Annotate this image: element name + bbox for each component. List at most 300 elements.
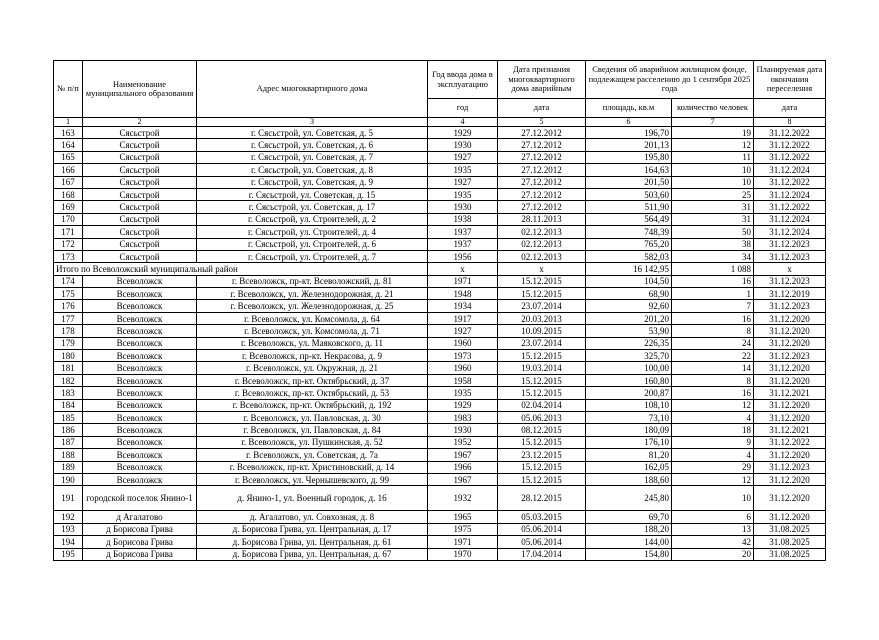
cell-people: 14 xyxy=(672,362,754,374)
cell-planned-date: 31.12.2022 xyxy=(754,201,826,213)
cell-planned-date: 31.12.2024 xyxy=(754,188,826,200)
cell-area: 748,39 xyxy=(586,226,672,238)
cell-date: 15.12.2015 xyxy=(498,288,586,300)
cell-address: г. Сясьстрой, ул. Строителей, д. 4 xyxy=(197,226,428,238)
cell-area: 164,63 xyxy=(586,164,672,176)
table-row xyxy=(54,312,826,324)
cell-num: 189 xyxy=(54,461,83,473)
cell-date: 08.12.2015 xyxy=(498,424,586,436)
subheader-date: дата xyxy=(498,99,586,118)
cell-address: д. Борисова Грива, ул. Центральная, д. 61 xyxy=(197,536,428,548)
cell-num: 175 xyxy=(54,288,83,300)
cell-people: 12 xyxy=(672,139,754,151)
cell-year: 1935 xyxy=(428,164,498,176)
cell-address: г. Всеволожск, пр-кт. Октябрьский, д. 192 xyxy=(197,399,428,411)
cell-people: 50 xyxy=(672,226,754,238)
cell-planned-date: 31.12.2023 xyxy=(754,461,826,473)
cell-people: 6 xyxy=(672,511,754,523)
cell-year: 1975 xyxy=(428,523,498,535)
cell-num: 177 xyxy=(54,312,83,324)
cell-municipality: Всеволожск xyxy=(83,436,197,448)
table-row xyxy=(54,337,826,349)
cell-municipality: Сясьстрой xyxy=(83,127,197,139)
cell-area: 226,35 xyxy=(586,337,672,349)
cell-year: 1965 xyxy=(428,511,498,523)
cell-people: 16 xyxy=(672,387,754,399)
cell-address: г. Сясьстрой, ул. Советская, д. 6 xyxy=(197,139,428,151)
cell-area: 100,00 xyxy=(586,362,672,374)
cell-area: 73,10 xyxy=(586,411,672,423)
cell-municipality: Всеволожск xyxy=(83,374,197,386)
cell-year: 1917 xyxy=(428,312,498,324)
cell-area: 160,80 xyxy=(586,374,672,386)
cell-address: г. Всеволожск, ул. Окружная, д. 21 xyxy=(197,362,428,374)
cell-planned-date: 31.12.2020 xyxy=(754,511,826,523)
cell-date: 15.12.2015 xyxy=(498,350,586,362)
cell-municipality: Всеволожск xyxy=(83,325,197,337)
cell-municipality: Сясьстрой xyxy=(83,250,197,262)
cell-municipality: Всеволожск xyxy=(83,449,197,461)
table-row xyxy=(54,164,826,176)
cell-year: 1930 xyxy=(428,201,498,213)
table-row xyxy=(54,201,826,213)
cell-people: 31 xyxy=(672,201,754,213)
cell-area: 81,20 xyxy=(586,449,672,461)
cell-people: 22 xyxy=(672,350,754,362)
cell-address: г. Сясьстрой, ул. Советская, д. 9 xyxy=(197,176,428,188)
cell-area: 180,09 xyxy=(586,424,672,436)
cell-address: г. Сясьстрой, ул. Строителей, д. 7 xyxy=(197,250,428,262)
cell-people: 20 xyxy=(672,548,754,560)
table-row xyxy=(54,399,826,411)
table-row xyxy=(54,238,826,250)
cell-planned-date: 31.12.2020 xyxy=(754,473,826,485)
cell-area: 92,60 xyxy=(586,300,672,312)
table-row xyxy=(54,213,826,225)
cell-year: 1929 xyxy=(428,399,498,411)
subheader-year: год xyxy=(428,99,498,118)
cell-num: 172 xyxy=(54,238,83,250)
cell-area: 162,05 xyxy=(586,461,672,473)
cell-planned-date: 31.12.2023 xyxy=(754,350,826,362)
cell-year: 1938 xyxy=(428,213,498,225)
cell-date: 15.12.2015 xyxy=(498,436,586,448)
cell-people: 19 xyxy=(672,127,754,139)
cell-area: 325,70 xyxy=(586,350,672,362)
cell-planned-date: 31.08.2025 xyxy=(754,548,826,560)
cell-address: г. Всеволожск, ул. Павловская, д. 84 xyxy=(197,424,428,436)
cell-address: г. Всеволожск, пр-кт. Октябрьский, д. 37 xyxy=(197,374,428,386)
summary-people: 1 088 xyxy=(672,263,754,275)
cell-address: г. Всеволожск, ул. Советская, д. 7а xyxy=(197,449,428,461)
header-municipality: Наименование муниципального образования xyxy=(83,61,197,118)
summary-row xyxy=(54,263,826,275)
cell-date: 10.09.2015 xyxy=(498,325,586,337)
cell-municipality: Всеволожск xyxy=(83,411,197,423)
cell-municipality: Всеволожск xyxy=(83,399,197,411)
cell-people: 7 xyxy=(672,300,754,312)
cell-area: 69,70 xyxy=(586,511,672,523)
cell-year: 1956 xyxy=(428,250,498,262)
cell-people: 4 xyxy=(672,449,754,461)
cell-num: 191 xyxy=(54,486,83,511)
cell-year: 1967 xyxy=(428,449,498,461)
cell-address: г. Сясьстрой, ул. Советская, д. 5 xyxy=(197,127,428,139)
cell-municipality: Сясьстрой xyxy=(83,164,197,176)
column-index: 7 xyxy=(672,118,754,127)
cell-people: 25 xyxy=(672,188,754,200)
cell-area: 201,20 xyxy=(586,312,672,324)
cell-address: г. Всеволожск, пр-кт. Христиновский, д. 14 xyxy=(197,461,428,473)
cell-municipality: Сясьстрой xyxy=(83,139,197,151)
cell-people: 12 xyxy=(672,399,754,411)
cell-date: 02.12.2013 xyxy=(498,226,586,238)
cell-area: 765,20 xyxy=(586,238,672,250)
cell-people: 42 xyxy=(672,536,754,548)
cell-planned-date: 31.12.2020 xyxy=(754,325,826,337)
cell-num: 190 xyxy=(54,473,83,485)
table-row xyxy=(54,127,826,139)
cell-municipality: Всеволожск xyxy=(83,288,197,300)
cell-date: 02.04.2014 xyxy=(498,399,586,411)
cell-date: 15.12.2015 xyxy=(498,461,586,473)
table-row xyxy=(54,250,826,262)
cell-date: 28.11.2013 xyxy=(498,213,586,225)
cell-date: 15.12.2015 xyxy=(498,275,586,287)
table-row xyxy=(54,374,826,386)
cell-people: 10 xyxy=(672,164,754,176)
cell-year: 1960 xyxy=(428,362,498,374)
column-index-row xyxy=(54,118,826,127)
cell-num: 193 xyxy=(54,523,83,535)
cell-planned-date: 31.12.2023 xyxy=(754,238,826,250)
cell-date: 20.03.2013 xyxy=(498,312,586,324)
table-row xyxy=(54,139,826,151)
table-row xyxy=(54,151,826,163)
cell-municipality: Всеволожск xyxy=(83,300,197,312)
cell-area: 245,80 xyxy=(586,486,672,511)
cell-year: 1929 xyxy=(428,127,498,139)
cell-municipality: д Борисова Грива xyxy=(83,548,197,560)
cell-num: 165 xyxy=(54,151,83,163)
table-row xyxy=(54,411,826,423)
summary-date: x xyxy=(498,263,586,275)
cell-area: 188,20 xyxy=(586,523,672,535)
cell-year: 1970 xyxy=(428,548,498,560)
subheader-people: количество человек xyxy=(672,99,754,118)
cell-area: 196,70 xyxy=(586,127,672,139)
cell-people: 13 xyxy=(672,523,754,535)
cell-year: 1935 xyxy=(428,188,498,200)
cell-num: 194 xyxy=(54,536,83,548)
cell-address: г. Всеволожск, ул. Маяковского, д. 11 xyxy=(197,337,428,349)
cell-num: 170 xyxy=(54,213,83,225)
cell-municipality: д Борисова Грива xyxy=(83,536,197,548)
cell-municipality: Сясьстрой xyxy=(83,213,197,225)
column-index: 3 xyxy=(197,118,428,127)
cell-num: 181 xyxy=(54,362,83,374)
cell-address: г. Всеволожск, ул. Чернышевского, д. 99 xyxy=(197,473,428,485)
table-row xyxy=(54,325,826,337)
cell-num: 178 xyxy=(54,325,83,337)
subheader-area: площадь, кв.м xyxy=(586,99,672,118)
cell-area: 200,87 xyxy=(586,387,672,399)
cell-year: 1966 xyxy=(428,461,498,473)
cell-num: 168 xyxy=(54,188,83,200)
table-row xyxy=(54,461,826,473)
cell-num: 173 xyxy=(54,250,83,262)
cell-year: 1952 xyxy=(428,436,498,448)
cell-people: 31 xyxy=(672,213,754,225)
table-row xyxy=(54,188,826,200)
summary-area: 16 142,95 xyxy=(586,263,672,275)
cell-num: 180 xyxy=(54,350,83,362)
cell-municipality: Всеволожск xyxy=(83,362,197,374)
cell-year: 1937 xyxy=(428,226,498,238)
column-index: 5 xyxy=(498,118,586,127)
cell-planned-date: 31.12.2023 xyxy=(754,275,826,287)
cell-people: 10 xyxy=(672,176,754,188)
cell-num: 183 xyxy=(54,387,83,399)
cell-planned-date: 31.12.2022 xyxy=(754,151,826,163)
cell-planned-date: 31.12.2022 xyxy=(754,436,826,448)
cell-area: 195,80 xyxy=(586,151,672,163)
cell-area: 53,90 xyxy=(586,325,672,337)
cell-date: 05.03.2015 xyxy=(498,511,586,523)
cell-date: 02.12.2013 xyxy=(498,238,586,250)
cell-address: г. Сясьстрой, ул. Советская, д. 17 xyxy=(197,201,428,213)
header-planned-end: Планируемая дата окончания переселения xyxy=(754,61,826,99)
cell-date: 02.12.2013 xyxy=(498,250,586,262)
cell-planned-date: 31.12.2021 xyxy=(754,387,826,399)
table-row xyxy=(54,486,826,511)
cell-municipality: городской поселок Янино-1 xyxy=(83,486,197,511)
cell-area: 503,60 xyxy=(586,188,672,200)
cell-municipality: Всеволожск xyxy=(83,350,197,362)
cell-date: 15.12.2015 xyxy=(498,473,586,485)
cell-planned-date: 31.08.2025 xyxy=(754,536,826,548)
cell-date: 15.12.2015 xyxy=(498,387,586,399)
table-row xyxy=(54,449,826,461)
cell-people: 8 xyxy=(672,374,754,386)
cell-num: 192 xyxy=(54,511,83,523)
cell-date: 05.06.2014 xyxy=(498,536,586,548)
cell-municipality: Сясьстрой xyxy=(83,226,197,238)
cell-planned-date: 31.08.2025 xyxy=(754,523,826,535)
cell-municipality: Всеволожск xyxy=(83,387,197,399)
cell-area: 511,90 xyxy=(586,201,672,213)
cell-municipality: Сясьстрой xyxy=(83,188,197,200)
cell-municipality: Всеволожск xyxy=(83,473,197,485)
column-index: 8 xyxy=(754,118,826,127)
cell-municipality: д Агалатово xyxy=(83,511,197,523)
cell-planned-date: 31.12.2020 xyxy=(754,399,826,411)
cell-planned-date: 31.12.2019 xyxy=(754,288,826,300)
cell-address: г. Сясьстрой, ул. Советская, д. 15 xyxy=(197,188,428,200)
cell-num: 164 xyxy=(54,139,83,151)
cell-planned-date: 31.12.2024 xyxy=(754,164,826,176)
cell-address: г. Сясьстрой, ул. Советская, д. 7 xyxy=(197,151,428,163)
cell-date: 05.06.2014 xyxy=(498,523,586,535)
cell-municipality: Сясьстрой xyxy=(83,201,197,213)
cell-address: г. Всеволожск, пр-кт. Всеволожский, д. 81 xyxy=(197,275,428,287)
cell-planned-date: 31.12.2020 xyxy=(754,312,826,324)
cell-year: 1971 xyxy=(428,536,498,548)
header-year-commissioned: Год ввода дома в эксплуатацию xyxy=(428,61,498,99)
cell-address: г. Всеволожск, ул. Железнодорожная, д. 25 xyxy=(197,300,428,312)
cell-year: 1930 xyxy=(428,139,498,151)
table-row xyxy=(54,511,826,523)
cell-year: 1937 xyxy=(428,238,498,250)
cell-people: 10 xyxy=(672,486,754,511)
cell-planned-date: 31.12.2020 xyxy=(754,486,826,511)
cell-num: 184 xyxy=(54,399,83,411)
cell-address: д. Борисова Грива, ул. Центральная, д. 67 xyxy=(197,548,428,560)
cell-people: 18 xyxy=(672,424,754,436)
cell-people: 38 xyxy=(672,238,754,250)
table-row xyxy=(54,548,826,560)
cell-year: 1935 xyxy=(428,387,498,399)
table-row xyxy=(54,300,826,312)
subheader-planned-date: дата xyxy=(754,99,826,118)
cell-area: 68,90 xyxy=(586,288,672,300)
cell-address: г. Всеволожск, ул. Комсомола, д. 71 xyxy=(197,325,428,337)
cell-date: 15.12.2015 xyxy=(498,374,586,386)
cell-date: 27.12.2012 xyxy=(498,127,586,139)
cell-num: 166 xyxy=(54,164,83,176)
cell-municipality: Всеволожск xyxy=(83,275,197,287)
cell-date: 23.07.2014 xyxy=(498,300,586,312)
cell-address: г. Всеволожск, пр-кт. Некрасова, д. 9 xyxy=(197,350,428,362)
cell-num: 163 xyxy=(54,127,83,139)
cell-municipality: Всеволожск xyxy=(83,424,197,436)
cell-area: 188,60 xyxy=(586,473,672,485)
header-address: Адрес многоквартирного дома xyxy=(197,61,428,118)
cell-year: 1971 xyxy=(428,275,498,287)
cell-date: 27.12.2012 xyxy=(498,164,586,176)
cell-planned-date: 31.12.2023 xyxy=(754,300,826,312)
table-row xyxy=(54,362,826,374)
cell-year: 1930 xyxy=(428,424,498,436)
cell-municipality: Сясьстрой xyxy=(83,151,197,163)
summary-section xyxy=(54,263,826,275)
header-emergency-info: Сведения об аварийном жилищном фонде, подлежащем расселению до 1 сентября 2025 года xyxy=(586,61,754,99)
cell-num: 185 xyxy=(54,411,83,423)
cell-planned-date: 31.12.2020 xyxy=(754,411,826,423)
cell-num: 171 xyxy=(54,226,83,238)
cell-address: г. Всеволожск, ул. Пушкинская, д. 52 xyxy=(197,436,428,448)
table-body-after-summary xyxy=(54,275,826,560)
cell-date: 27.12.2012 xyxy=(498,139,586,151)
cell-people: 12 xyxy=(672,473,754,485)
cell-date: 23.07.2014 xyxy=(498,337,586,349)
cell-num: 176 xyxy=(54,300,83,312)
summary-planned: x xyxy=(754,263,826,275)
cell-num: 182 xyxy=(54,374,83,386)
cell-num: 187 xyxy=(54,436,83,448)
cell-date: 17.04.2014 xyxy=(498,548,586,560)
cell-municipality: Всеволожск xyxy=(83,337,197,349)
cell-date: 27.12.2012 xyxy=(498,201,586,213)
table-row xyxy=(54,473,826,485)
cell-num: 195 xyxy=(54,548,83,560)
cell-planned-date: 31.12.2022 xyxy=(754,127,826,139)
cell-area: 201,50 xyxy=(586,176,672,188)
cell-date: 28.12.2015 xyxy=(498,486,586,511)
cell-planned-date: 31.12.2020 xyxy=(754,449,826,461)
cell-people: 1 xyxy=(672,288,754,300)
cell-year: 1927 xyxy=(428,151,498,163)
table-row xyxy=(54,523,826,535)
summary-label: Итого по Всеволожский муниципальный район xyxy=(54,263,428,275)
header-date-recognized: Дата признания многоквартирного дома аварийным xyxy=(498,61,586,99)
column-index: 1 xyxy=(54,118,83,127)
cell-date: 19.03.2014 xyxy=(498,362,586,374)
table-row xyxy=(54,536,826,548)
cell-year: 1948 xyxy=(428,288,498,300)
cell-address: г. Сясьстрой, ул. Советская, д. 8 xyxy=(197,164,428,176)
cell-date: 27.12.2012 xyxy=(498,151,586,163)
cell-num: 179 xyxy=(54,337,83,349)
cell-year: 1927 xyxy=(428,325,498,337)
cell-people: 34 xyxy=(672,250,754,262)
cell-date: 23.12.2015 xyxy=(498,449,586,461)
cell-area: 108,10 xyxy=(586,399,672,411)
cell-num: 188 xyxy=(54,449,83,461)
cell-people: 9 xyxy=(672,436,754,448)
cell-people: 4 xyxy=(672,411,754,423)
table-row xyxy=(54,176,826,188)
cell-area: 564,49 xyxy=(586,213,672,225)
table-row xyxy=(54,226,826,238)
cell-planned-date: 31.12.2024 xyxy=(754,213,826,225)
cell-municipality: Сясьстрой xyxy=(83,176,197,188)
cell-year: 1967 xyxy=(428,473,498,485)
cell-year: 1927 xyxy=(428,176,498,188)
cell-year: 1973 xyxy=(428,350,498,362)
column-index: 4 xyxy=(428,118,498,127)
cell-address: г. Всеволожск, ул. Железнодорожная, д. 21 xyxy=(197,288,428,300)
table-body-before-summary xyxy=(54,127,826,263)
table-row xyxy=(54,350,826,362)
cell-people: 8 xyxy=(672,325,754,337)
column-index: 2 xyxy=(83,118,197,127)
cell-date: 27.12.2012 xyxy=(498,176,586,188)
cell-area: 176,10 xyxy=(586,436,672,448)
cell-planned-date: 31.12.2022 xyxy=(754,176,826,188)
summary-year: x xyxy=(428,263,498,275)
cell-municipality: д Борисова Грива xyxy=(83,523,197,535)
cell-address: г. Всеволожск, пр-кт. Октябрьский, д. 53 xyxy=(197,387,428,399)
table-row xyxy=(54,387,826,399)
cell-people: 16 xyxy=(672,275,754,287)
cell-num: 167 xyxy=(54,176,83,188)
cell-address: г. Сясьстрой, ул. Строителей, д. 6 xyxy=(197,238,428,250)
cell-area: 582,03 xyxy=(586,250,672,262)
cell-planned-date: 31.12.2020 xyxy=(754,337,826,349)
table-row xyxy=(54,288,826,300)
cell-area: 201,13 xyxy=(586,139,672,151)
cell-area: 144,00 xyxy=(586,536,672,548)
cell-address: г. Всеволожск, ул. Павловская, д. 30 xyxy=(197,411,428,423)
cell-planned-date: 31.12.2020 xyxy=(754,362,826,374)
cell-planned-date: 31.12.2022 xyxy=(754,139,826,151)
cell-people: 29 xyxy=(672,461,754,473)
header-num: № п/п xyxy=(54,61,83,118)
cell-planned-date: 31.12.2020 xyxy=(754,374,826,386)
cell-planned-date: 31.12.2023 xyxy=(754,250,826,262)
cell-date: 27.12.2012 xyxy=(498,188,586,200)
